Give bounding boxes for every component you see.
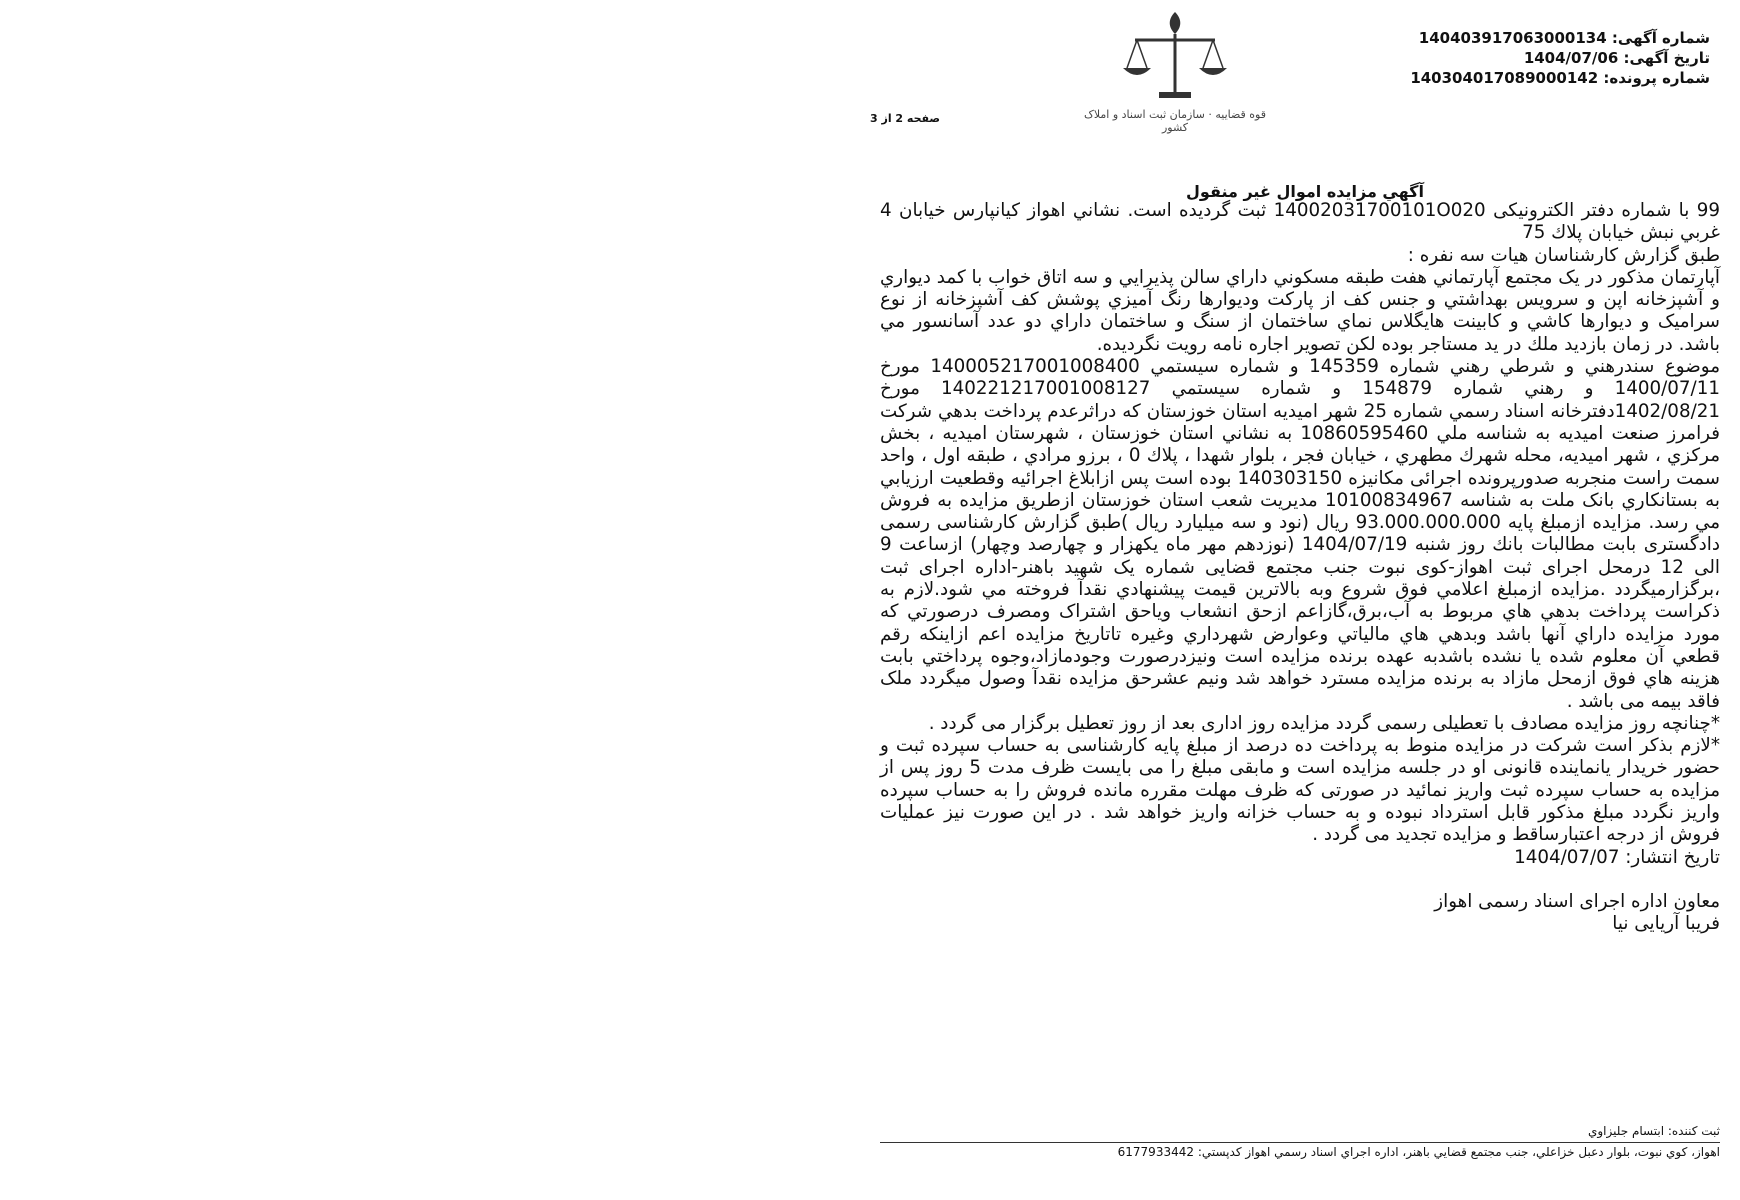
paragraph: *چنانچه روز مزايده مصادف با تعطيلی رسمی گردد مزايده روز اداری بعد از روز تعطيل برگزار می گردد . [928,712,1720,734]
judiciary-emblem [1075,6,1275,136]
notice-number: شماره آگهی: 140403917063000134 [1418,29,1710,47]
notice-body [880,200,1720,936]
paragraph: موضوع سندرهني و شرطي رهني شماره 145359 و شماره سيستمي 140005217001008400 مورخ 1400/07/11 و رهني شماره 154879 و شماره سيستمي 140221217001008127 مورخ 1402/08/21دفترخانه اسناد رسمي شماره 25 شهر اميديه استان خوزستان كه دراثرعدم پرداخت بدهي شركت فرامرز صنعت اميديه به شناسه ملي 10860595460 به نشاني استان خوزستان ، شهرستان اميديه ، بخش مركزي ، شهر اميديه، محله شهرك مطهري ، خيابان فجر ، بلوار شهدا ، پلاك 0 ، برزو مرادي ، طبقه اول ، واحد سمت راست منجربه صدورپرونده اجرائی مكانيزه 140303150 بوده است پس ازابلاغ اجرائيه وقطعيت ارزيابي به بستانكاري بانک ملت به شناسه 10100834967 مديريت شعب استان خوزستان ازطريق مزايده به فروش مي رسد. مزايده ازمبلغ پايه 93.000.000.000 ريال (نود و سه ميليارد ريال )طبق گزارش كارشناسی رسمی دادگستری بابت مطالبات بانك روز شنبه 1404/07/19 (نوزدهم مهر ماه يكهزار و چهارصد وچهار) ازساعت 9 الی 12 درمحل اجرای ثبت اهواز-كوی نبوت جنب مجتمع قضايی شماره يک شهيد باهنر-اداره اجرای ثبت ،برگزارميگردد .مزايده ازمبلغ اعلامي فوق شروع وبه بالاترين قيمت پيشنهادي نقدآ فروخته مي شود.لازم به ذكراست پرداخت بدهي هاي مربوط به آب،برق،گازاعم ازحق انشعاب وياحق اشتراک ومصرف درصورتي كه مورد مزايده داراي آنها باشد وبدهي هاي مالياتي وعوارض شهرداري وغيره تاتاريخ مزايده اعم ازاينكه رقم قطعي آن معلوم شده يا نشده باشدبه عهده برنده مزايده است ونيزدرصورت وجودمازاد،وجوه پرداختي بابت هزينه هاي فوق ازمحل مازاد به برنده مزايده مسترد خواهد شد ونيم عشرحق مزايده نقدآ وصول ميگردد ملک فاقد بيمه می باشد . [880,356,1721,712]
page-number: صفحه 2 از 3 [870,112,941,125]
notice-header [1360,28,1710,88]
office-address: اهواز، كوي نبوت، بلوار دعبل خزاعلي، جنب مجتمع قضايي باهنر، اداره اجراي اسناد رسمي اهواز كدپستي: 6177933442 [1117,1145,1720,1159]
notice-date: تاریخ آگهی: 1404/07/06 [1523,49,1710,67]
registrar: ثبت کننده: ابتسام جليزاوي [1587,1124,1720,1138]
paragraph: طبق گزارش کارشناسان هيات سه نفره : [1407,244,1720,266]
signature-block [880,891,1720,936]
notice-page-2 [870,0,1740,1200]
emblem-caption: قوه قضاییه · سازمان ثبت اسناد و املاک کشور [1084,108,1266,134]
signatory-name: فريبا آريايی نيا [1612,913,1720,935]
scales-of-justice-icon [1115,6,1235,106]
page-footer [880,1122,1720,1161]
paragraph: 99 با شماره دفتر الکترونیکی 14002031700101O020 ثبت گرديده است. نشاني اهواز کيانپارس خيابان 4 غربي نبش خيابان پلاك 75 [880,200,1720,244]
signatory-title: معاون اداره اجرای اسناد رسمی اهواز [1434,890,1720,912]
publication-date: تاريخ انتشار: 1404/07/07 [1514,846,1720,868]
file-number: شماره پرونده: 140304017089000142 [1410,69,1710,87]
paragraph: *لازم بذکر است شرکت در مزايده منوط به پرداخت ده درصد از مبلغ پايه کارشناسی به حساب سپرده ثبت و حضور خريدار يانماينده قانونی او در جلسه مزايده است و مابقی مبلغ را می بايست ظرف مدت 5 روز پس از مزايده به حساب سپرده ثبت واريز نمائيد در صورتی که ظرف مهلت مقرره مانده فروش را به حساب سپرده واريز نگردد مبلغ مذکور قابل استرداد نبوده و به حساب خزانه واريز خواهد شد . در اين صورت نيز عمليات فروش از درجه اعتبارساقط و مزايده تجديد می گردد . [880,735,1720,846]
notice-title: آگهي مزايده اموال غير منقول [1186,182,1424,201]
paragraph: آپارتمان مذکور در يک مجتمع آپارتماني هفت طبقه مسکوني داراي سالن پذيرايي و سه اتاق خواب با کمد ديواري و آشپزخانه اپن و سرويس بهداشتي و جنس کف از پارکت وديوارها رنگ آميزي پوشش کف آشپزخانه از نوع سراميک و ديوارها کاشي و کابينت هايگلاس نماي ساختمان از سنگ و ساختمان داراي دو عدد آسانسور مي باشد. در زمان بازديد ملك در يد مستاجر بوده لكن تصوير اجاره نامه رويت نگرديده. [880,266,1720,355]
